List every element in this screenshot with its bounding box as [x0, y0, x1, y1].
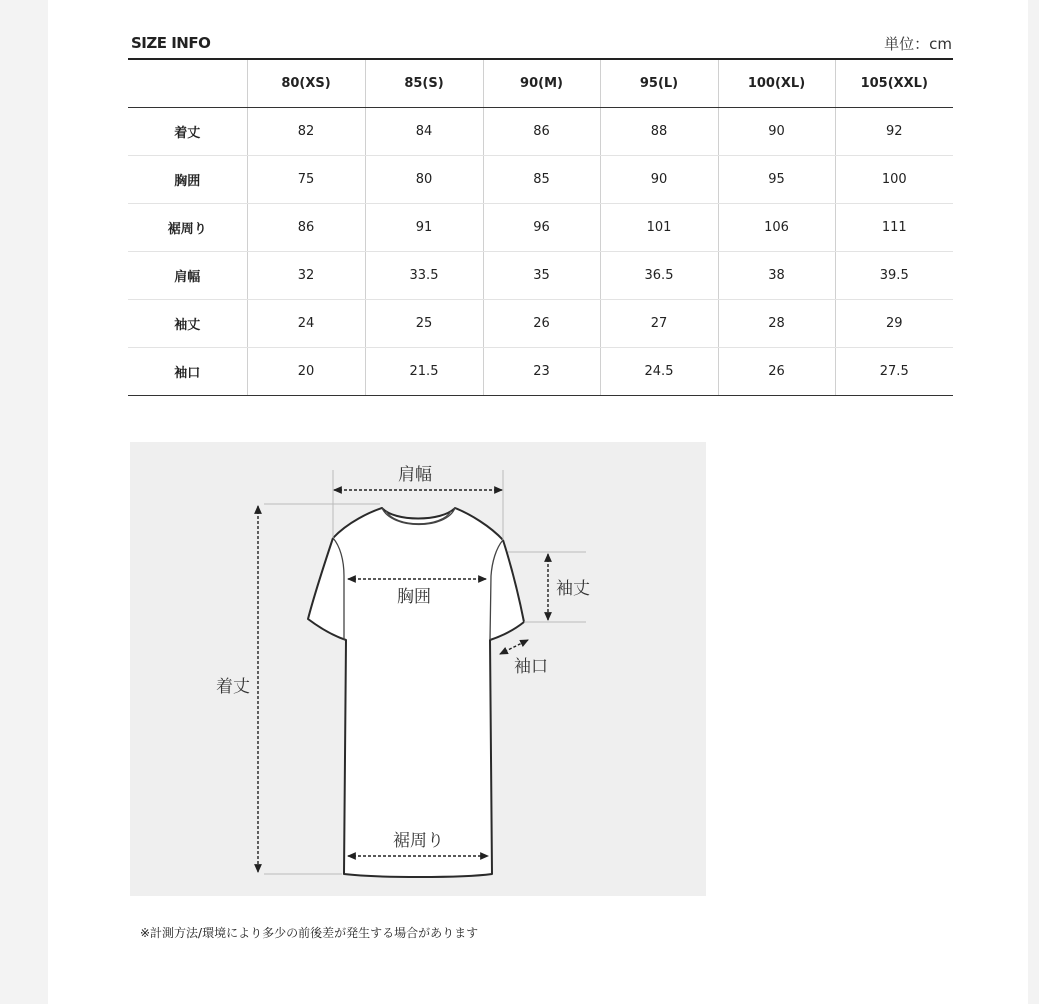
- table-cell: 25: [365, 300, 483, 348]
- size-info-header: [128, 32, 952, 56]
- table-cell: 36.5: [600, 252, 718, 300]
- table-header-row: [128, 59, 953, 108]
- table-row: [128, 300, 953, 348]
- row-label: 袖丈: [128, 300, 247, 348]
- table-cell: 82: [247, 108, 365, 156]
- table-cell: 27.5: [835, 348, 953, 396]
- length-label: 着丈: [216, 677, 250, 697]
- content-panel: [48, 0, 1028, 1004]
- table-cell: 111: [835, 204, 953, 252]
- table-cell: 86: [247, 204, 365, 252]
- table-cell: 26: [718, 348, 835, 396]
- size-table: [128, 58, 953, 396]
- table-cell: 75: [247, 156, 365, 204]
- column-header: 85(S): [365, 59, 483, 108]
- table-row: [128, 348, 953, 396]
- table-row: [128, 252, 953, 300]
- table-cell: 100: [835, 156, 953, 204]
- table-cell: 92: [835, 108, 953, 156]
- table-cell: 101: [600, 204, 718, 252]
- table-cell: 29: [835, 300, 953, 348]
- sleeve-length-label: 袖丈: [556, 579, 590, 599]
- table-cell: 39.5: [835, 252, 953, 300]
- table-cell: 91: [365, 204, 483, 252]
- table-cell: 88: [600, 108, 718, 156]
- table-cell: 85: [483, 156, 600, 204]
- table-cell: 24: [247, 300, 365, 348]
- dress-outline: [308, 508, 524, 877]
- table-cell: 32: [247, 252, 365, 300]
- column-header: [128, 59, 247, 108]
- hem-label: 裾周り: [393, 831, 444, 851]
- cuff-arrow: [500, 640, 528, 654]
- column-header: 90(M): [483, 59, 600, 108]
- measurement-diagram: [130, 442, 706, 896]
- table-cell: 90: [718, 108, 835, 156]
- unit-label: 単位：cm: [884, 35, 952, 53]
- table-cell: 33.5: [365, 252, 483, 300]
- table-cell: 24.5: [600, 348, 718, 396]
- table-cell: 21.5: [365, 348, 483, 396]
- shoulder-label: 肩幅: [398, 465, 432, 485]
- dress-illustration: [130, 442, 706, 896]
- table-cell: 106: [718, 204, 835, 252]
- table-row: [128, 156, 953, 204]
- measurement-note: ※計測方法/環境により多少の前後差が発生する場合があります: [140, 926, 479, 940]
- table-cell: 27: [600, 300, 718, 348]
- cuff-label: 袖口: [514, 657, 548, 677]
- table-cell: 23: [483, 348, 600, 396]
- table-cell: 20: [247, 348, 365, 396]
- size-info-title: SIZE INFO: [131, 34, 211, 52]
- column-header: 80(XS): [247, 59, 365, 108]
- column-header: 100(XL): [718, 59, 835, 108]
- column-header: 95(L): [600, 59, 718, 108]
- table-cell: 90: [600, 156, 718, 204]
- table-cell: 86: [483, 108, 600, 156]
- column-header: 105(XXL): [835, 59, 953, 108]
- row-label: 裾周り: [128, 204, 247, 252]
- table-cell: 96: [483, 204, 600, 252]
- table-cell: 80: [365, 156, 483, 204]
- row-label: 着丈: [128, 108, 247, 156]
- table-cell: 84: [365, 108, 483, 156]
- table-cell: 38: [718, 252, 835, 300]
- table-row: [128, 204, 953, 252]
- chest-label: 胸囲: [397, 587, 431, 607]
- row-label: 袖口: [128, 348, 247, 396]
- row-label: 肩幅: [128, 252, 247, 300]
- table-cell: 28: [718, 300, 835, 348]
- table-cell: 95: [718, 156, 835, 204]
- table-row: [128, 108, 953, 156]
- table-cell: 35: [483, 252, 600, 300]
- table-cell: 26: [483, 300, 600, 348]
- row-label: 胸囲: [128, 156, 247, 204]
